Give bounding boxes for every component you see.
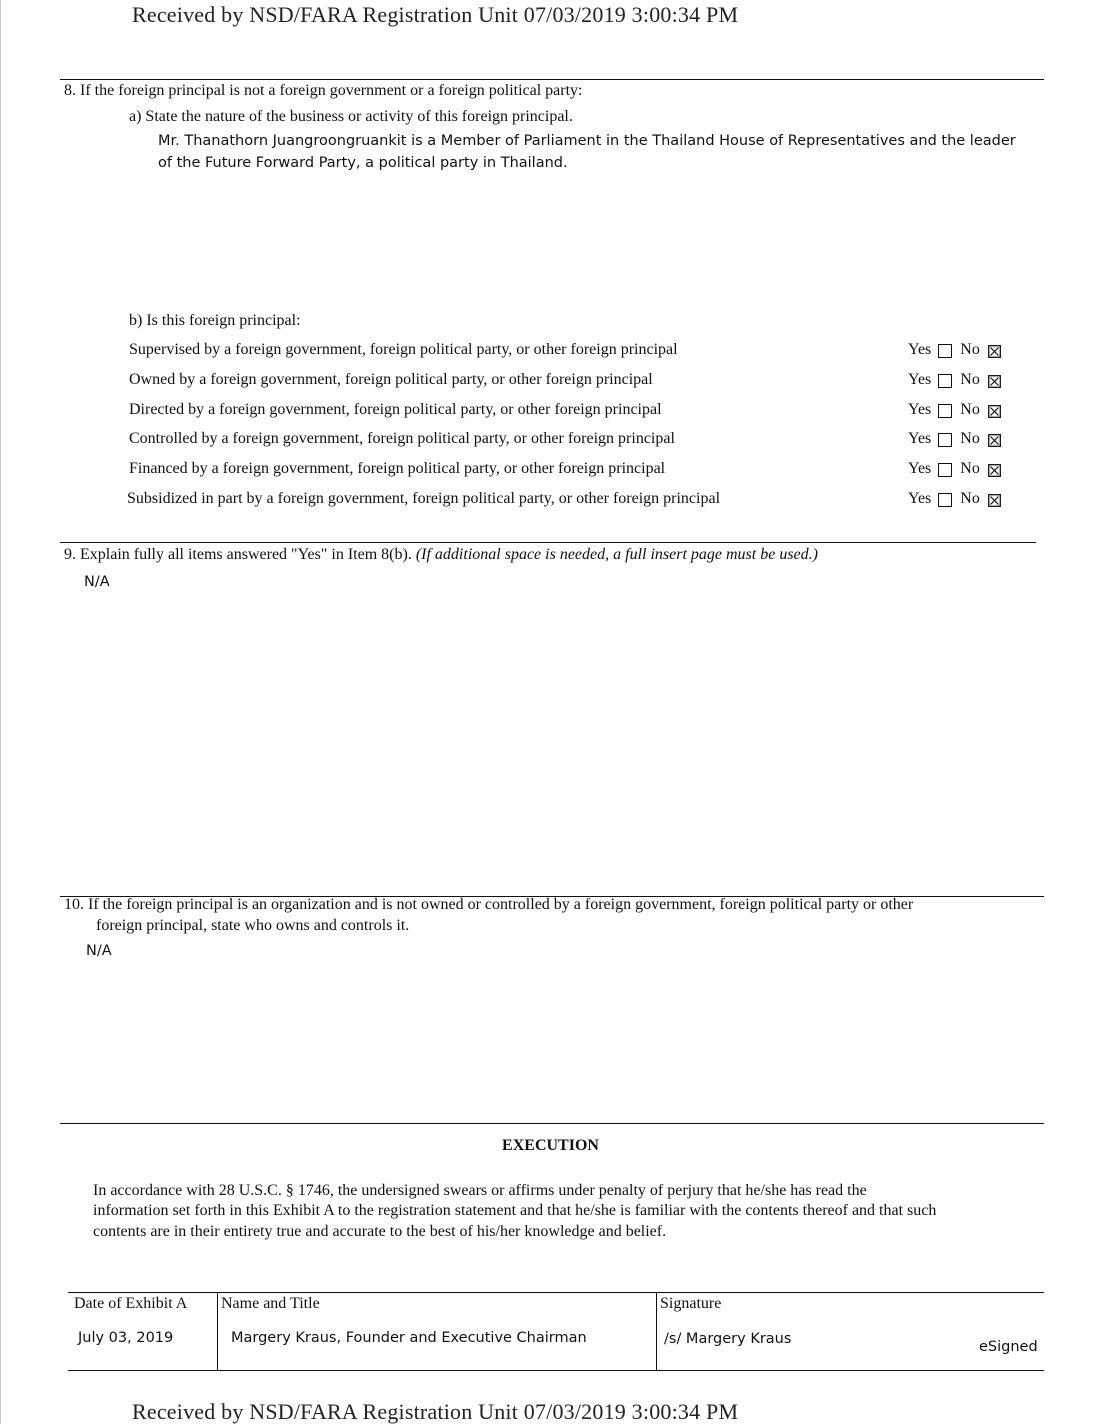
signature-table-divider-2 [656, 1292, 657, 1371]
signature-header: Signature [660, 1295, 722, 1312]
item8b-row-label: Supervised by a foreign government, foreign political party, or other foreign principal [129, 341, 678, 358]
no-checkbox-checked[interactable] [988, 375, 1001, 388]
name-value: Margery Kraus, Founder and Executive Chairman [231, 1330, 587, 1346]
item8b-row-label: Controlled by a foreign government, foreign political party, or other foreign principal [129, 430, 675, 447]
yes-checkbox[interactable] [938, 404, 952, 418]
date-value: July 03, 2019 [78, 1330, 174, 1346]
yes-no-checks [908, 460, 1001, 478]
section-rule-item9 [60, 542, 1036, 543]
yes-label: Yes [908, 460, 932, 477]
yes-checkbox[interactable] [938, 374, 952, 388]
yes-no-checks [908, 401, 1001, 419]
section-rule-item8 [60, 79, 1044, 80]
yes-label: Yes [908, 401, 932, 418]
item8b-row-label: Directed by a foreign government, foreign political party, or other foreign principal [129, 401, 662, 418]
yes-label: Yes [908, 341, 932, 358]
yes-checkbox[interactable] [938, 493, 952, 507]
yes-no-checks [908, 490, 1001, 508]
no-label: No [960, 460, 980, 477]
item8a-label: a) State the nature of the business or activity of this foreign principal. [129, 108, 573, 125]
item10-answer: N/A [86, 943, 112, 959]
item9-question [64, 546, 818, 564]
date-header: Date of Exhibit A [74, 1295, 188, 1312]
signature-table-top-rule [68, 1292, 1044, 1293]
no-checkbox-checked[interactable] [988, 405, 1001, 418]
received-stamp-bottom: Received by NSD/FARA Registration Unit 07/03/2019 3:00:34 PM [132, 1399, 739, 1424]
no-checkbox-checked[interactable] [988, 434, 1001, 447]
item8b-row-label: Financed by a foreign government, foreign political party, or other foreign principal [129, 460, 666, 477]
no-label: No [960, 490, 980, 507]
item8a-answer-line1: Mr. Thanathorn Juangroongruankit is a Member of Parliament in the Thailand House of Representatives and the leader [158, 133, 1016, 149]
no-label: No [960, 341, 980, 358]
esigned-label: eSigned [979, 1339, 1038, 1355]
yes-no-checks [908, 371, 1001, 389]
execution-title: EXECUTION [502, 1137, 599, 1154]
no-checkbox-checked[interactable] [988, 464, 1001, 477]
yes-label: Yes [908, 430, 932, 447]
execution-text-line2: information set forth in this Exhibit A to the registration statement and that he/she is familiar with the contents thereof and that such [93, 1202, 937, 1219]
name-header: Name and Title [221, 1295, 320, 1312]
item10-question-line2: foreign principal, state who owns and controls it. [96, 917, 410, 934]
page-edge [0, 0, 1, 1424]
yes-no-checks [908, 430, 1001, 448]
yes-label: Yes [908, 371, 932, 388]
no-label: No [960, 371, 980, 388]
no-label: No [960, 401, 980, 418]
item9-answer: N/A [84, 574, 110, 590]
item8-question: 8. If the foreign principal is not a foreign government or a foreign political party: [64, 82, 583, 99]
execution-text-line1: In accordance with 28 U.S.C. § 1746, the undersigned swears or affirms under penalty of perjury that he/she has read the [93, 1182, 867, 1199]
no-checkbox-checked[interactable] [988, 345, 1001, 358]
item10-question-line1: 10. If the foreign principal is an organization and is not owned or controlled by a foreign government, foreign political party or other [64, 896, 914, 913]
yes-checkbox[interactable] [938, 433, 952, 447]
execution-text-line3: contents are in their entirety true and accurate to the best of his/her knowledge and belief. [93, 1223, 667, 1240]
yes-checkbox[interactable] [938, 344, 952, 358]
item8b-label: b) Is this foreign principal: [129, 312, 301, 329]
signature-table-bottom-rule [68, 1370, 1044, 1371]
yes-no-checks [908, 341, 1001, 359]
no-checkbox-checked[interactable] [988, 494, 1001, 507]
signature-value: /s/ Margery Kraus [664, 1331, 792, 1347]
yes-label: Yes [908, 490, 932, 507]
no-label: No [960, 430, 980, 447]
item9-question-text: 9. Explain fully all items answered "Yes" in Item 8(b). [64, 546, 412, 563]
item8b-row-label: Subsidized in part by a foreign government, foreign political party, or other foreign principal [127, 490, 721, 507]
section-rule-execution [60, 1123, 1044, 1124]
item8a-answer-line2: of the Future Forward Party, a political party in Thailand. [158, 155, 568, 171]
signature-table-divider-1 [217, 1292, 218, 1371]
received-stamp-top: Received by NSD/FARA Registration Unit 07/03/2019 3:00:34 PM [132, 2, 739, 27]
item9-note: (If additional space is needed, a full insert page must be used.) [415, 546, 818, 563]
yes-checkbox[interactable] [938, 463, 952, 477]
item8b-row-label: Owned by a foreign government, foreign political party, or other foreign principal [129, 371, 653, 388]
